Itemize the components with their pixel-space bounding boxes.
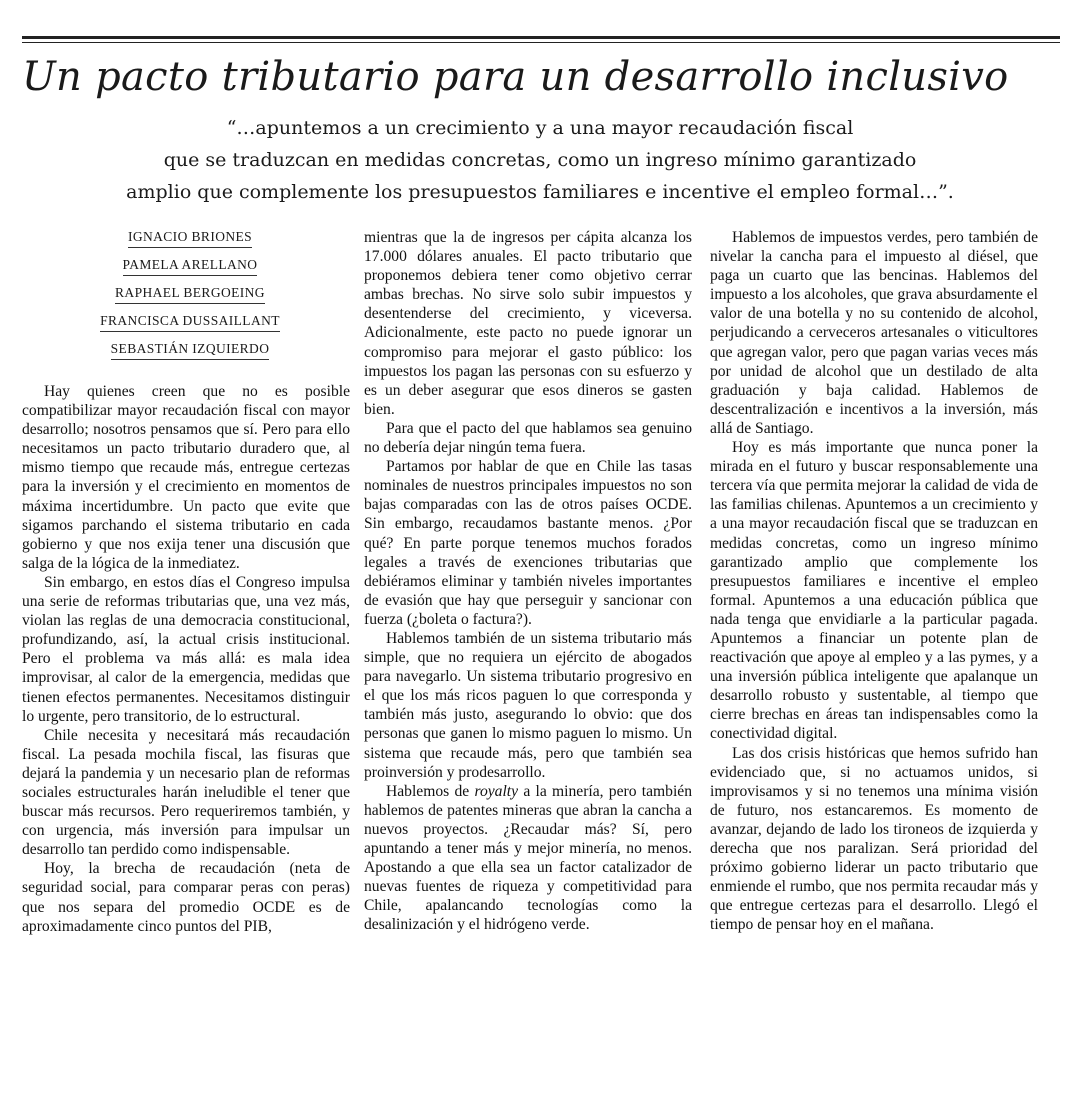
- author-name: IGNACIO BRIONES: [128, 228, 252, 248]
- paragraph-continued: mientras que la de ingresos per cápita alcanza los 17.000 dólares anuales. El pacto tributario que proponemos debiera tener como objetivo cerrar ambas brechas. No sirve solo subir impuestos y desentenderse del crecimiento, y viceversa. Adicionalmente, este pacto no puede ignorar un compromiso para mejorar el gasto público: los impuestos los pagan las personas con su esfuerzo y es un deber asegurar que esos dineros se gasten bien.: [364, 229, 692, 418]
- body-column-2: [364, 228, 692, 934]
- paragraph: Sin embargo, en estos días el Congreso impulsa una serie de reformas tributarias que, una vez más, violan las reglas de una democracia constitucional, profundizando, así, la actual crisis institucional. Pero el problema va más allá: es mala idea improvisar, al calor de la emergencia, medidas que tienen efectos permanentes. Necesitamos distinguir lo urgente, pero transitorio, de lo estructural.: [22, 573, 350, 725]
- paragraph: [364, 782, 692, 935]
- paragraph: Partamos por hablar de que en Chile las tasas nominales de nuestros principales impuestos no son bajas comparadas con las de otros países OCDE. Sin embargo, recaudamos bastante menos. ¿Por qué? En parte porque tenemos muchos forados legales a través de exenciones tributarias que debiéramos eliminar y también niveles importantes de evasión que hay que perseguir y sancionar con fuerza (¿boleta o factura?).: [364, 458, 692, 628]
- text-run: Hablemos de: [386, 782, 475, 800]
- author-name: FRANCISCA DUSSAILLANT: [100, 312, 280, 332]
- paragraph: Hablemos también de un sistema tributario más simple, que no requiera un ejército de abogados para navegarlo. Un sistema tributario progresivo en el que los más ricos paguen lo que corresponda y también más justo, asegurando lo obvio: que dos personas que ganen lo mismo paguen lo mismo. Un sistema que recaude más, pero que también sea proinversión y prodesarrollo.: [364, 629, 692, 781]
- paragraph: Las dos crisis históricas que hemos sufrido han evidenciado que, si no actuamos unidos, si improvisamos y si no tenemos una mínima visión de futuro, nos estancaremos. Es momento de avanzar, dejando de lado los tironeos de izquierda y derecha que nos paralizan. Será prioridad del próximo gobierno liderar un pacto tributario que enmiende el rumbo, que nos permita recaudar más y que entregue certezas para el desarrollo. Llegó el tiempo de pensar hoy en el mañana.: [710, 744, 1038, 934]
- paragraph: Hoy, la brecha de recaudación (neta de seguridad social, para comparar peras con peras) que nos separa del promedio OCDE es de aproximadamente cinco puntos del PIB,: [22, 860, 350, 935]
- author-name: PAMELA ARELLANO: [123, 256, 258, 276]
- body-column-3: [710, 228, 1038, 934]
- paragraph: Hablemos de impuestos verdes, pero también de nivelar la cancha para el impuesto al diésel, que paga un cuarto que las bencinas. Hablemos del impuesto a los alcoholes, que grava absurdamente el valor de una botella y no su contenido de alcohol, perjudicando a cerveceros artesanales o viticultores que agregan valor, pero que pagan varias veces más por unidad de alcohol que un destilado de alta graduación y baja calidad. Hablemos de descentralización e incentivos a la inversión, más allá de Santiago.: [710, 229, 1038, 437]
- author-list: [40, 228, 340, 368]
- paragraph: Para que el pacto del que hablamos sea genuino no debería dejar ningún tema fuera.: [364, 419, 692, 457]
- headline: Un pacto tributario para un desarrollo inclusivo: [22, 54, 1009, 100]
- body-column-1: [22, 382, 350, 936]
- deck-line: amplio que complemente los presupuestos familiares e incentive el empleo formal…”.: [126, 181, 954, 203]
- author-name: RAPHAEL BERGOEING: [115, 284, 265, 304]
- paragraph: Chile necesita y necesitará más recaudación fiscal. La pesada mochila fiscal, las fisuras que dejará la pandemia y un necesario plan de reformas sociales estructurales harán ineludible el tener que buscar más recursos. Pero requeriremos también, y con urgencia, más inversión para impulsar un desarrollo tan perdido como indispensable.: [22, 726, 350, 859]
- italic-term: royalty: [474, 782, 519, 800]
- text-run: a la minería, pero también hablemos de patentes mineras que abran la cancha a nuevos proyectos. ¿Recaudar más? Sí, pero apuntando a tener más y mejor minería, no menos. Apostando a que ella sea un factor catalizador de nuevas fuentes de riqueza y competitividad para Chile, apalancando tecnologías como la desalinización y el hidrógeno verde.: [364, 782, 692, 934]
- top-rule-thin: [22, 42, 1060, 43]
- top-rule-thick: [22, 36, 1060, 39]
- deck-line: “…apuntemos a un crecimiento y a una mayor recaudación fiscal: [226, 117, 854, 139]
- deck-line: que se traduzcan en medidas concretas, como un ingreso mínimo garantizado: [163, 149, 917, 171]
- pull-quote-deck: [60, 112, 1020, 208]
- paragraph: Hay quienes creen que no es posible compatibilizar mayor recaudación fiscal con mayor desarrollo; nosotros pensamos que sí. Pero para ello necesitamos un pacto tributario duradero que, al mismo tiempo que recaude más, entregue certezas para la inversión y el crecimiento en momentos de máxima incertidumbre. Un pacto que evite que sigamos parchando el sistema tributario en cada gobierno y que nos exija tener una discusión que salga de la lógica de la inmediatez.: [22, 383, 350, 572]
- paragraph: Hoy es más importante que nunca poner la mirada en el futuro y buscar responsablemente una tercera vía que permita mejorar la calidad de vida de las familias chilenas. Apuntemos a un crecimiento y a una mayor recaudación fiscal que se traduzcan en medidas concretas, como un ingreso mínimo garantizado amplio que complemente los presupuestos familiares e incentive el empleo formal. Apuntemos a una educación pública que nada tenga que envidiarle a la particular pagada. Apuntemos a financiar un potente plan de reactivación que apoye al empleo y a las pymes, y a una inversión pública inteligente que apalanque un desarrollo robusto y sustentable, al tiempo que cierre brechas en áreas tan indispensables como la conectividad digital.: [710, 439, 1038, 743]
- author-name: SEBASTIÁN IZQUIERDO: [111, 340, 270, 360]
